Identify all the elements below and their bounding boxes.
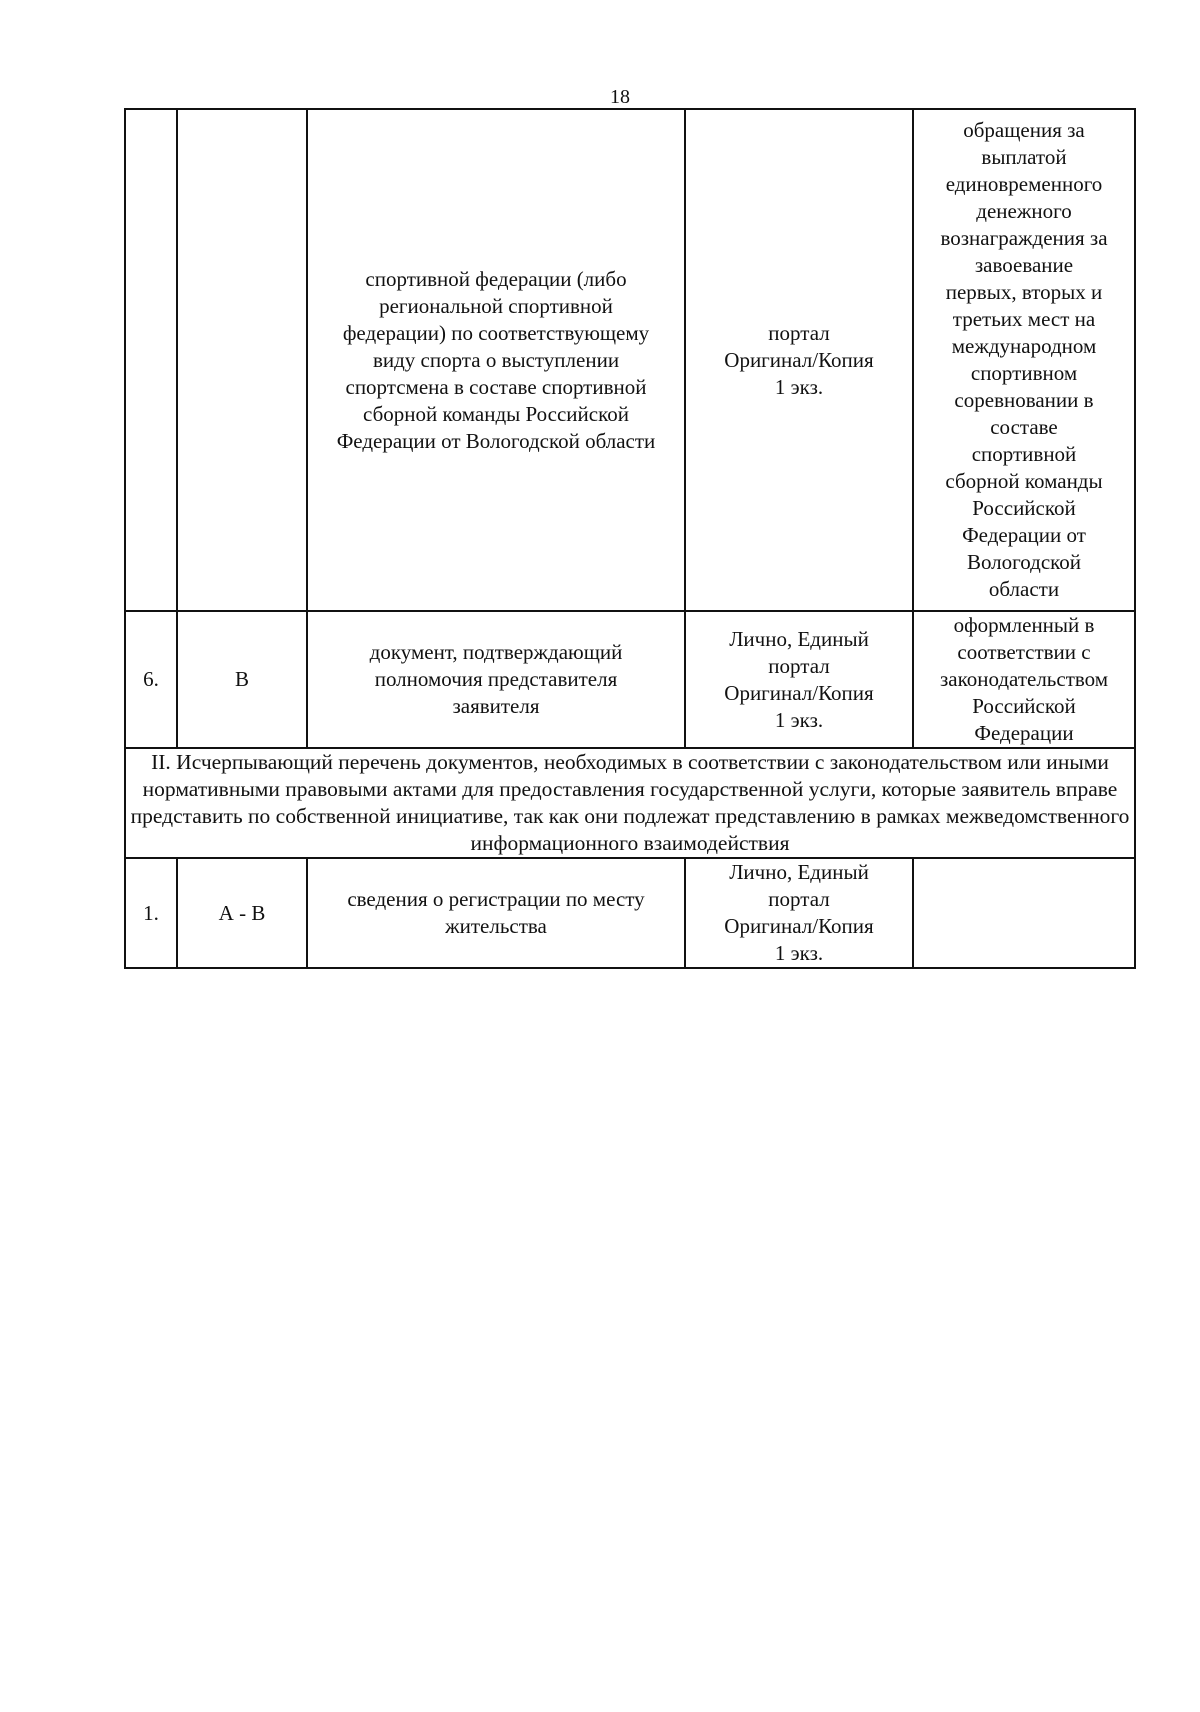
cell-category: В bbox=[177, 611, 307, 748]
cell-note: обращения за выплатой единовременного денежного вознаграждения за завоевание первых, вторых и третьих мест на международном спортивном соревновании в составе спортивной сборной команды Российской Федерации от Вологодской области bbox=[913, 109, 1135, 611]
cell-document: спортивной федерации (либо региональной спортивной федерации) по соответствующему виду спорта о выступлении спортсмена в составе спортивной сборной команды Российской Федерации от Вологодской области bbox=[307, 109, 685, 611]
cell-form: Лично, Единый портал Оригинал/Копия 1 экз. bbox=[685, 858, 913, 968]
cell-form: Лично, Единый портал Оригинал/Копия 1 экз. bbox=[685, 611, 913, 748]
cell-num bbox=[125, 109, 177, 611]
cell-document: сведения о регистрации по месту жительства bbox=[307, 858, 685, 968]
cell-note: оформленный в соответствии с законодательством Российской Федерации bbox=[913, 611, 1135, 748]
table-section-heading bbox=[125, 748, 1135, 858]
cell-form: портал Оригинал/Копия 1 экз. bbox=[685, 109, 913, 611]
documents-table bbox=[124, 108, 1136, 969]
table-row-6 bbox=[125, 611, 1135, 748]
cell-num: 1. bbox=[125, 858, 177, 968]
table-row-1 bbox=[125, 858, 1135, 968]
table-row-continuation bbox=[125, 109, 1135, 611]
section-2-heading: II. Исчерпывающий перечень документов, необходимых в соответствии с законодательством или иными нормативными правовыми актами для предоставления государственной услуги, которые заявитель вправе представить по собственной инициативе, так как они подлежат представлению в рамках межведомственного информационного взаимодействия bbox=[125, 748, 1135, 858]
cell-category: А - В bbox=[177, 858, 307, 968]
page-number: 18 bbox=[610, 86, 630, 108]
cell-note bbox=[913, 858, 1135, 968]
cell-num: 6. bbox=[125, 611, 177, 748]
cell-category bbox=[177, 109, 307, 611]
cell-document: документ, подтверждающий полномочия представителя заявителя bbox=[307, 611, 685, 748]
